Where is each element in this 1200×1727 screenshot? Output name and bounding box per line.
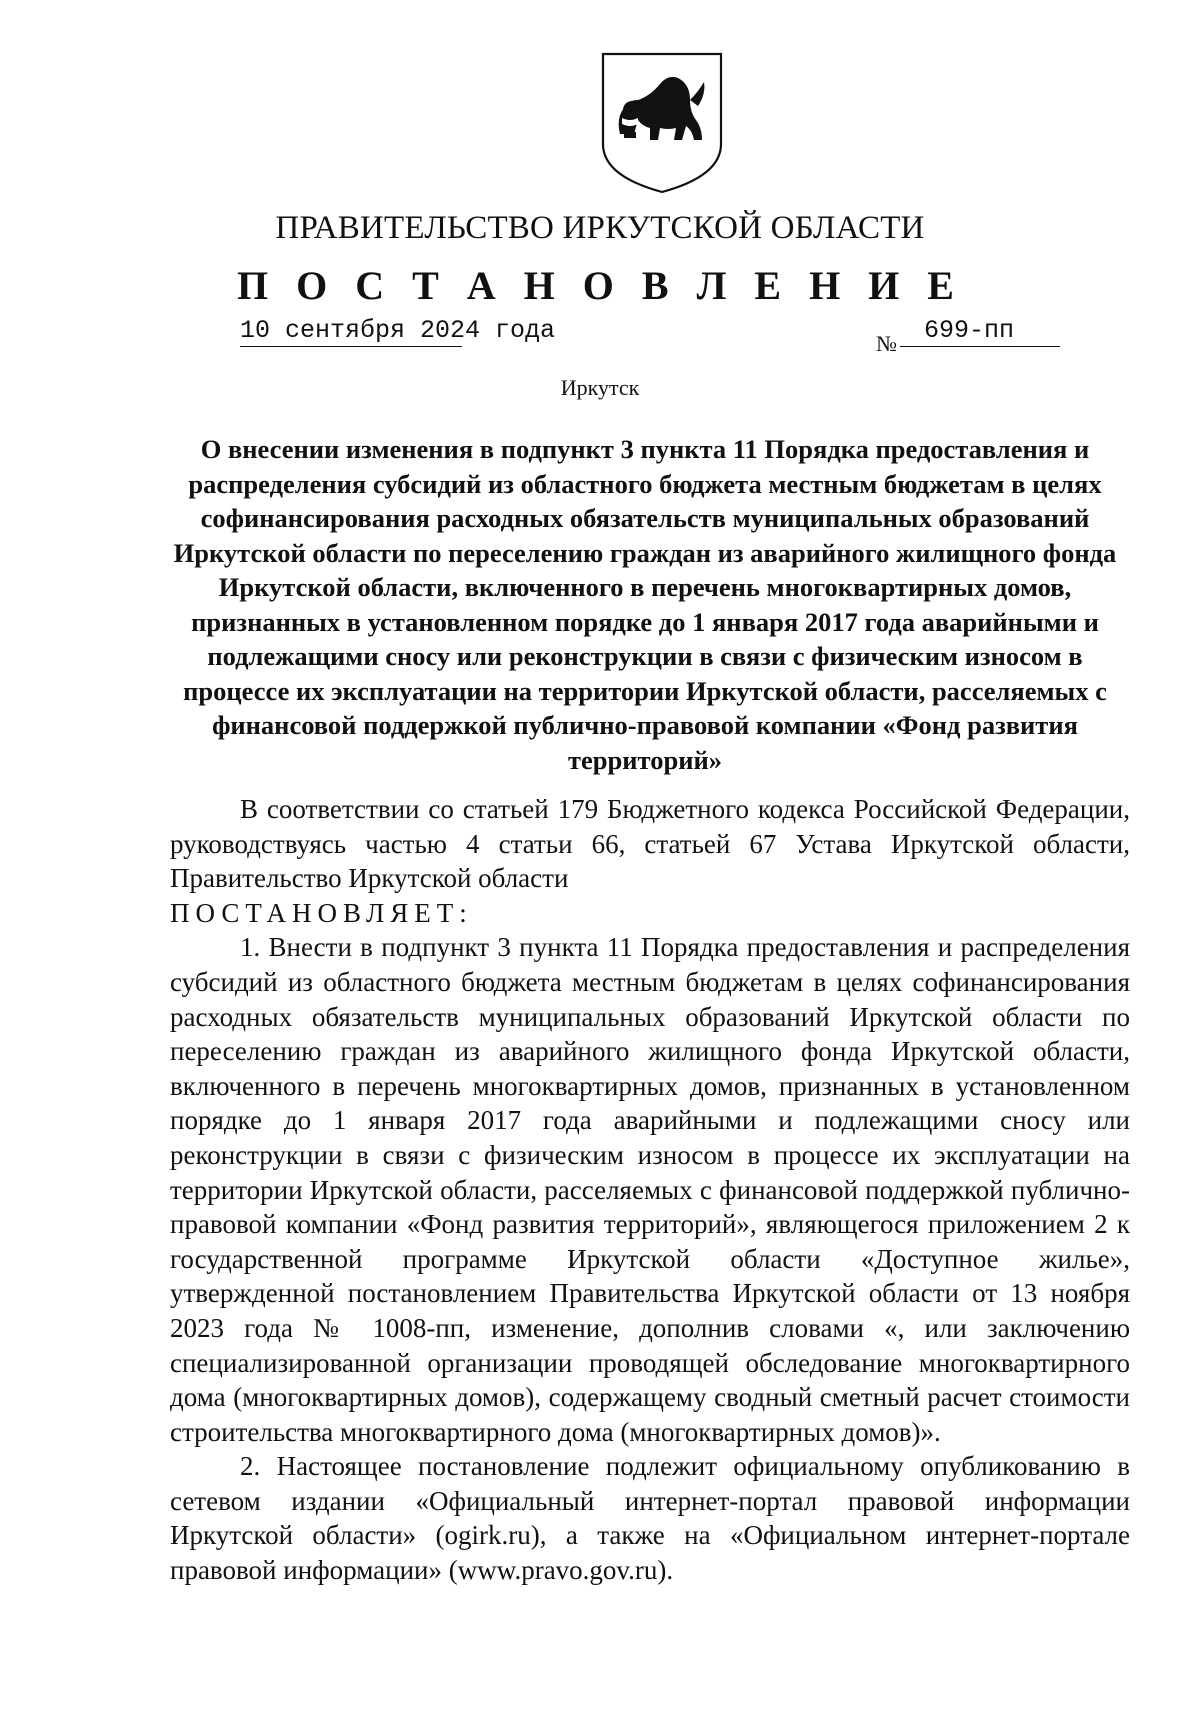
preamble-paragraph: В соответствии со статьей 179 Бюджетного кодекса Российской Федерации, руководствуясь частью 4 статьи 66, статьей 67 Устава Иркутской области, Правительство Иркутской области (170, 794, 1130, 894)
document-body (170, 792, 1130, 1588)
city-name: Иркутск (560, 375, 640, 400)
organization-name: ПРАВИТЕЛЬСТВО ИРКУТСКОЙ ОБЛАСТИ (275, 210, 925, 246)
decree-word: ПОСТАНОВЛЯЕТ: (170, 897, 473, 928)
number-sign: № (876, 331, 897, 356)
document-date: 10 сентября 2024 года (240, 316, 556, 345)
document-number: 699-пп (900, 316, 1060, 347)
document-title: О внесении изменения в подпункт 3 пункта 11 Порядка предоставления и распределения субсидий из областного бюджета местным бюджетам в целях софинансирования расходных обязательств муниципальных образований Иркутской области по переселению граждан из аварийного жилищного фонда Иркутской области, включенного в перечень многоквартирных домов, признанных в установленном порядке до 1 января 2017 года аварийными и подлежащими сносу или реконструкции в связи с физическим износом в процессе их эксплуатации на территории Иркутской области, расселяемых с финансовой поддержкой публично-правовой компании «Фонд развития территорий» (173, 434, 1117, 775)
coat-of-arms-icon (598, 48, 726, 196)
item-2-paragraph: 2. Настоящее постановление подлежит официальному опубликованию в сетевом издании «Официальный интернет-портал правовой информации Иркутской области» (ogirk.ru), а также на «Официальном интернет-портале правовой информации» (www.pravo.gov.ru). (170, 1451, 1130, 1586)
item-1-paragraph: 1. Внести в подпункт 3 пункта 11 Порядка предоставления и распределения субсидий из областного бюджета местным бюджетам в целях софинансирования расходных обязательств муниципальных образований Иркутской области по переселению граждан из аварийного жилищного фонда Иркутской области, включенного в перечень многоквартирных домов, признанных в установленном порядке до 1 января 2017 года аварийными и подлежащими сносу или реконструкции в связи с физическим износом в процессе их эксплуатации на территории Иркутской области, расселяемых с финансовой поддержкой публично-правовой компании «Фонд развития территорий», являющегося приложением 2 к государственной программе Иркутской области «Доступное жилье», утвержденной постановлением Правительства Иркутской области от 13 ноября 2023 года № 1008-пп, изменение, дополнив словами «, или заключению специализированной организации проводящей обследование многоквартирного дома (многоквартирных домов), содержащему сводный сметный расчет стоимости строительства многоквартирного дома (многоквартирных домов)». (170, 932, 1130, 1447)
document-type: П О С Т А Н О В Л Е Н И Е (237, 263, 963, 308)
